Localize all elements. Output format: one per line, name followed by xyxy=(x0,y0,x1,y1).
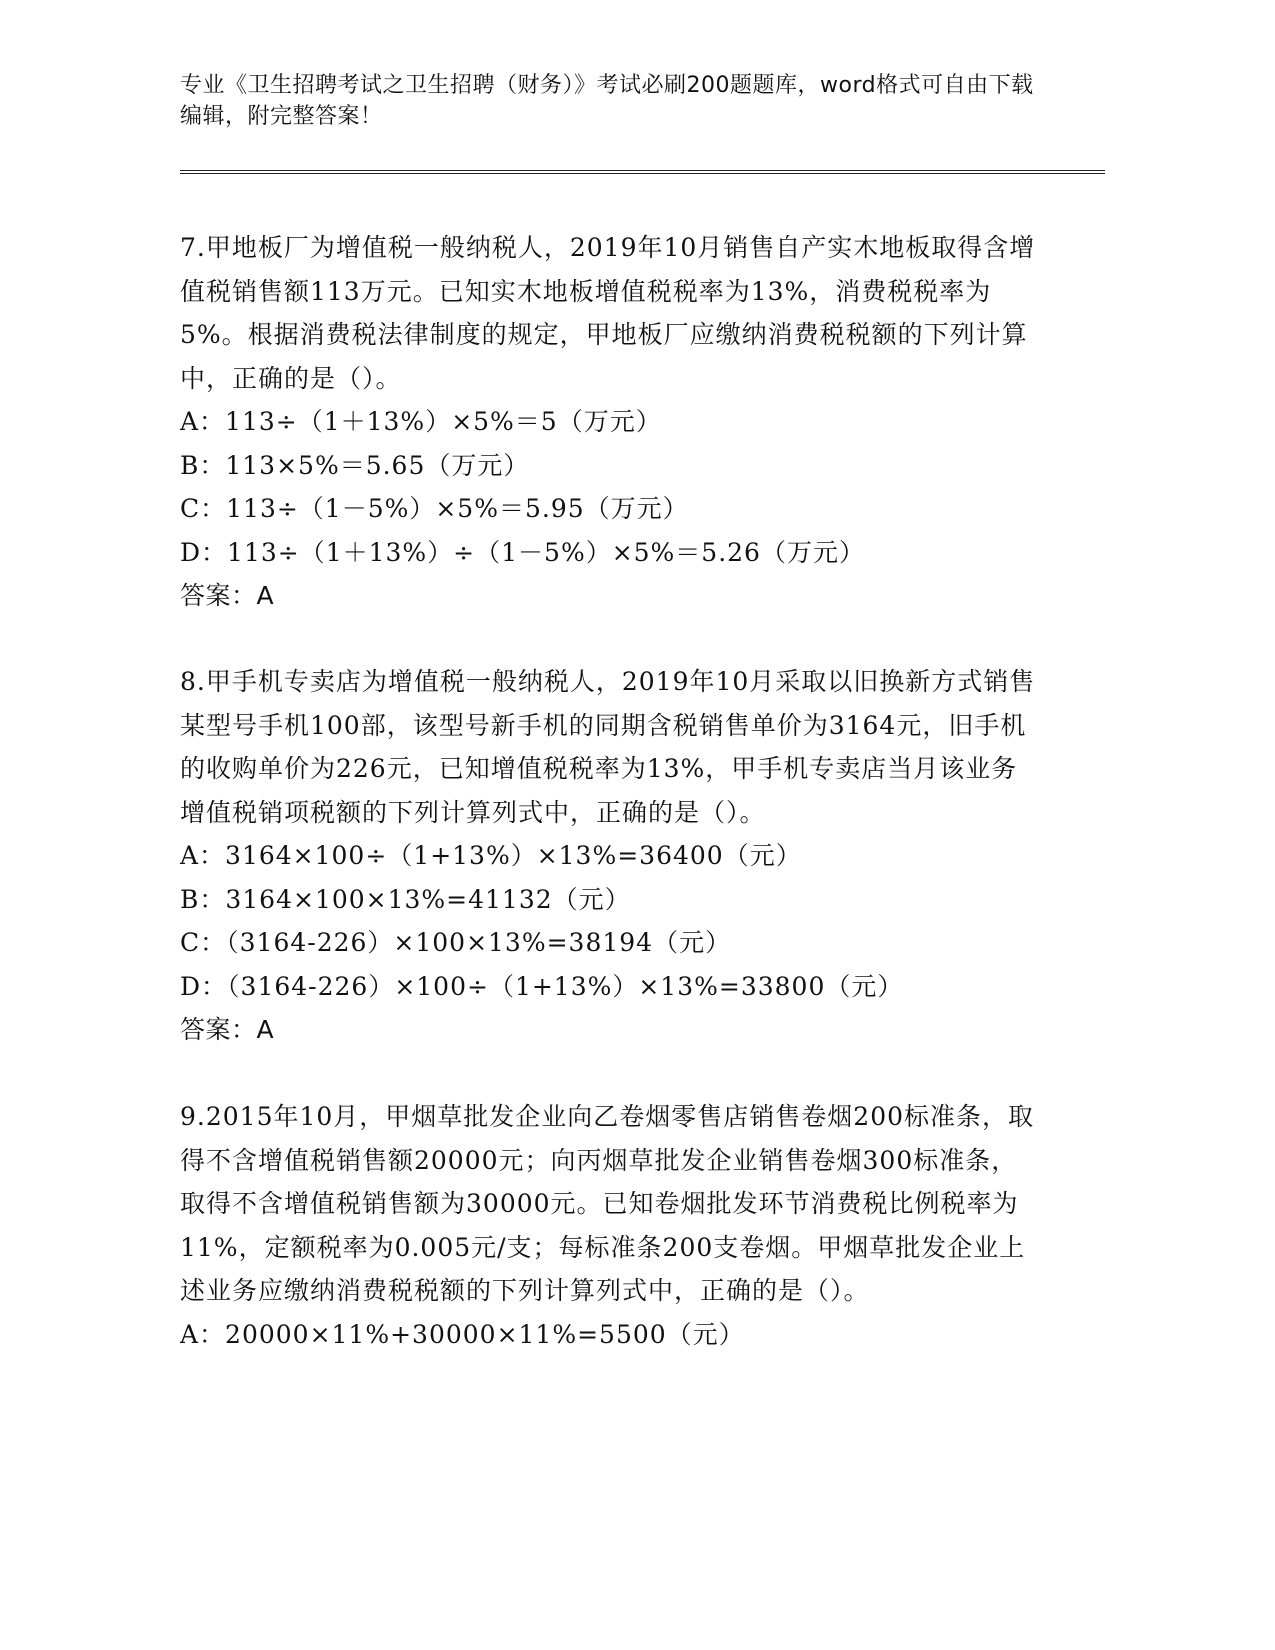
option-b: B：113×5%＝5.65（万元） xyxy=(180,450,530,480)
option-d: D：113÷（1＋13%）÷（1－5%）×5%＝5.26（万元） xyxy=(180,537,865,567)
question-stem: 8.甲手机专卖店为增值税一般纳税人，2019年10月采取以旧换新方式销售某型号手机100部，该型号新手机的同期含税销售单价为3164元，旧手机的收购单价为226元，已知增值税税率为13%，甲手机专卖店当月该业务增值税销项税额的下列计算列式中，正确的是（）。 xyxy=(180,667,1036,827)
option-b: B：3164×100×13%=41132（元） xyxy=(180,884,631,914)
question-stem: 9.2015年10月，甲烟草批发企业向乙卷烟零售店销售卷烟200标准条，取得不含增值税销售额20000元；向丙烟草批发企业销售卷烟300标准条，取得不含增值税销售额为30000元。已知卷烟批发环节消费税比例税率为11%，定额税率为0.005元/支；每标准条200支卷烟。甲烟草批发企业上述业务应缴纳消费税税额的下列计算列式中，正确的是（）。 xyxy=(180,1102,1035,1305)
answer: 答案：A xyxy=(180,1015,275,1044)
question-stem: 7.甲地板厂为增值税一般纳税人，2019年10月销售自产实木地板取得含增值税销售额113万元。已知实木地板增值税税率为13%，消费税税率为5%。根据消费税法律制度的规定，甲地板厂应缴纳消费税税额的下列计算中，正确的是（）。 xyxy=(180,233,1036,393)
header-divider xyxy=(180,170,1105,174)
option-a: A：3164×100÷（1+13%）×13%=36400（元） xyxy=(180,841,802,870)
option-c: C：113÷（1－5%）×5%＝5.95（万元） xyxy=(180,494,689,523)
question-9 xyxy=(180,1095,1040,1356)
option-c: C：（3164-226）×100×13%=38194（元） xyxy=(180,928,732,957)
answer: 答案：A xyxy=(180,581,275,610)
option-a: A：20000×11%+30000×11%=5500（元） xyxy=(180,1319,745,1349)
document-header: 专业《卫生招聘考试之卫生招聘（财务）》考试必刷200题题库，word格式可自由下载编辑，附完整答案！ xyxy=(180,73,1034,129)
question-7 xyxy=(180,226,1040,618)
option-d: D：（3164-226）×100÷（1+13%）×13%=33800（元） xyxy=(180,971,904,1001)
option-a: A：113÷（1＋13%）×5%＝5（万元） xyxy=(180,407,662,436)
question-8 xyxy=(180,660,1040,1052)
